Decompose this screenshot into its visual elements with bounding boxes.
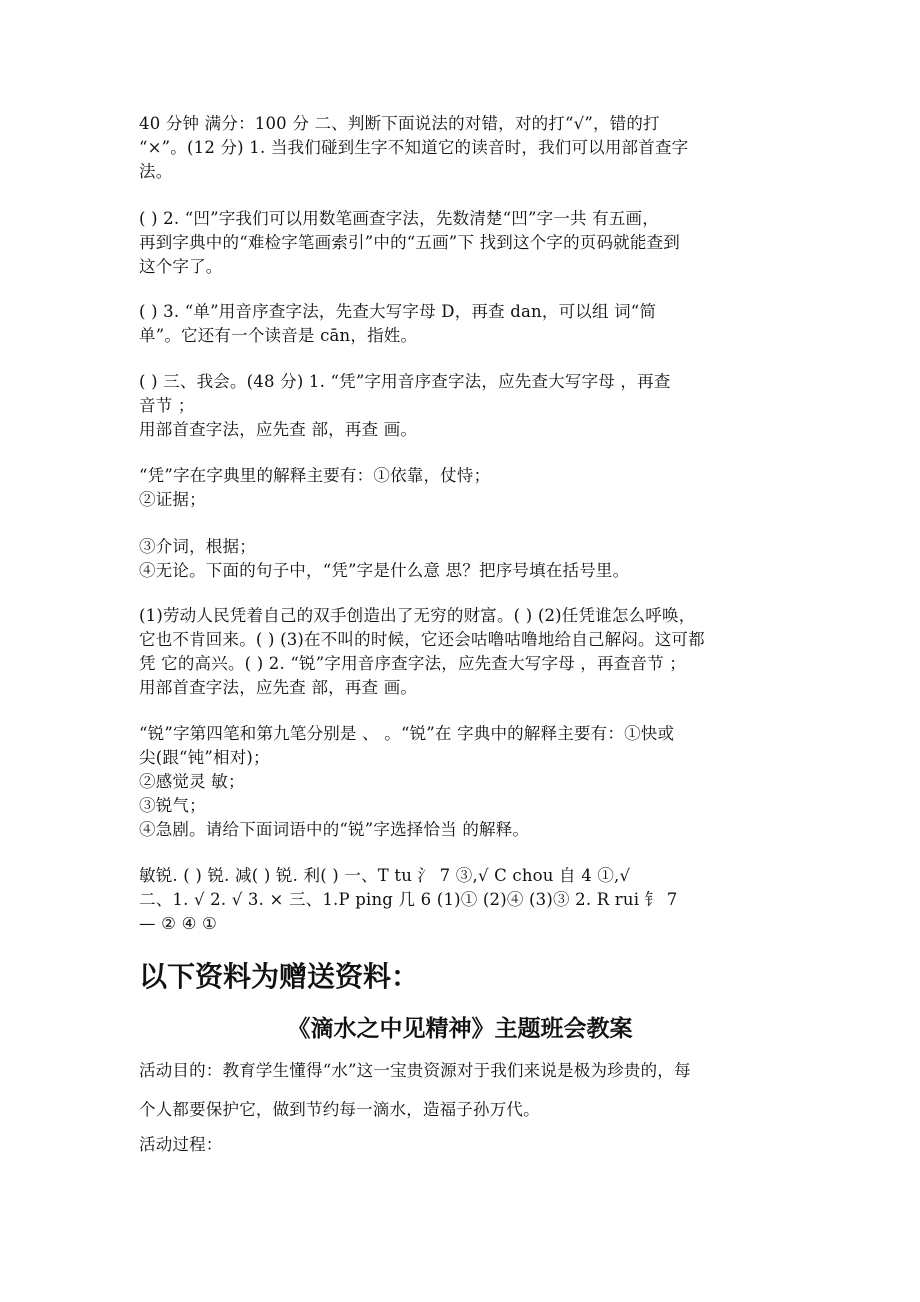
quiz-line: ③锐气； — [139, 796, 206, 815]
quiz-line: 用部首查字法，应先查 部，再查 画。 — [139, 678, 418, 697]
quiz-line: “凭”字在字典里的解释主要有：①依靠，仗恃； — [139, 466, 491, 485]
quiz-line: ②证据； — [139, 490, 206, 509]
quiz-line: ④无论。下面的句子中，“凭”字是什么意 思？把序号填在括号里。 — [139, 561, 630, 580]
quiz-line: ( ) 3. “单”用音序查字法，先查大写字母 D，再查 dan，可以组 词“简 — [139, 302, 657, 321]
quiz-line: “锐”字第四笔和第九笔分别是 、 。“锐”在 字典中的解释主要有：①快或 — [139, 724, 675, 743]
quiz-line: ( ) 三、我会。(48 分) 1. “凭”字用音序查字法，应先查大写字母 ，再查 — [139, 372, 671, 391]
quiz-line: 这个字了。 — [139, 257, 223, 276]
quiz-line: 用部首查字法，应先查 部，再查 画。 — [139, 420, 418, 439]
quiz-line: “×”。(12 分) 1. 当我们碰到生字不知道它的读音时，我们可以用部首查字 — [139, 138, 689, 157]
lesson-title: 《滴水之中见精神》主题班会教案 — [287, 1015, 633, 1042]
quiz-line: ( ) 2. “凹”字我们可以用数笔画查字法，先数清楚“凹”字一共 有五画， — [139, 209, 659, 228]
gift-heading: 以下资料为赠送资料： — [139, 960, 420, 993]
quiz-line: 40 分钟 满分：100 分 二、判断下面说法的对错，对的打“√”，错的打 — [139, 114, 660, 133]
quiz-line: ③介词，根据； — [139, 537, 256, 556]
quiz-line: 音节 ； — [139, 396, 195, 415]
lesson-paragraph-line: 活动过程： — [139, 1135, 223, 1154]
lesson-paragraph-line: 个人都要保护它，做到节约每一滴水，造福子孙万代。 — [139, 1100, 540, 1119]
quiz-line: (1)劳动人民凭着自己的双手创造出了无穷的财富。( ) (2)任凭谁怎么呼唤， — [139, 606, 696, 625]
lesson-paragraph-line: 活动目的：教育学生懂得“水”这一宝贵资源对于我们来说是极为珍贵的，每 — [139, 1061, 691, 1080]
answer-line: 敏锐. ( ) 锐. 减( ) 锐. 利( ) 一、T tu 氵 7 ③,√ C chou 自 4 ①,√ — [139, 866, 631, 885]
answer-line: — ② ④ ① — [139, 914, 218, 933]
quiz-line: 尖(跟“钝”相对)； — [139, 748, 270, 767]
quiz-line: 单”。它还有一个读音是 cān，指姓。 — [139, 326, 418, 345]
quiz-line: 凭 它的高兴。( ) 2. “锐”字用音序查字法，应先查大写字母 ，再查音节 ； — [139, 654, 686, 673]
quiz-line: 它也不肯回来。( ) (3)在不叫的时候，它还会咕噜咕噜地给自己解闷。这可都 — [139, 630, 705, 649]
quiz-line: 再到字典中的“难检字笔画索引”中的“五画”下 找到这个字的页码就能查到 — [139, 233, 680, 252]
quiz-line: 法。 — [139, 162, 173, 181]
quiz-line: ④急剧。请给下面词语中的“锐”字选择恰当 的解释。 — [139, 820, 530, 839]
answer-line: 二、1. √ 2. √ 3. × 三、1.P ping 几 6 (1)① (2)④ (3)③ 2. R rui 钅 7 — [139, 890, 678, 909]
quiz-line: ②感觉灵 敏； — [139, 772, 245, 791]
